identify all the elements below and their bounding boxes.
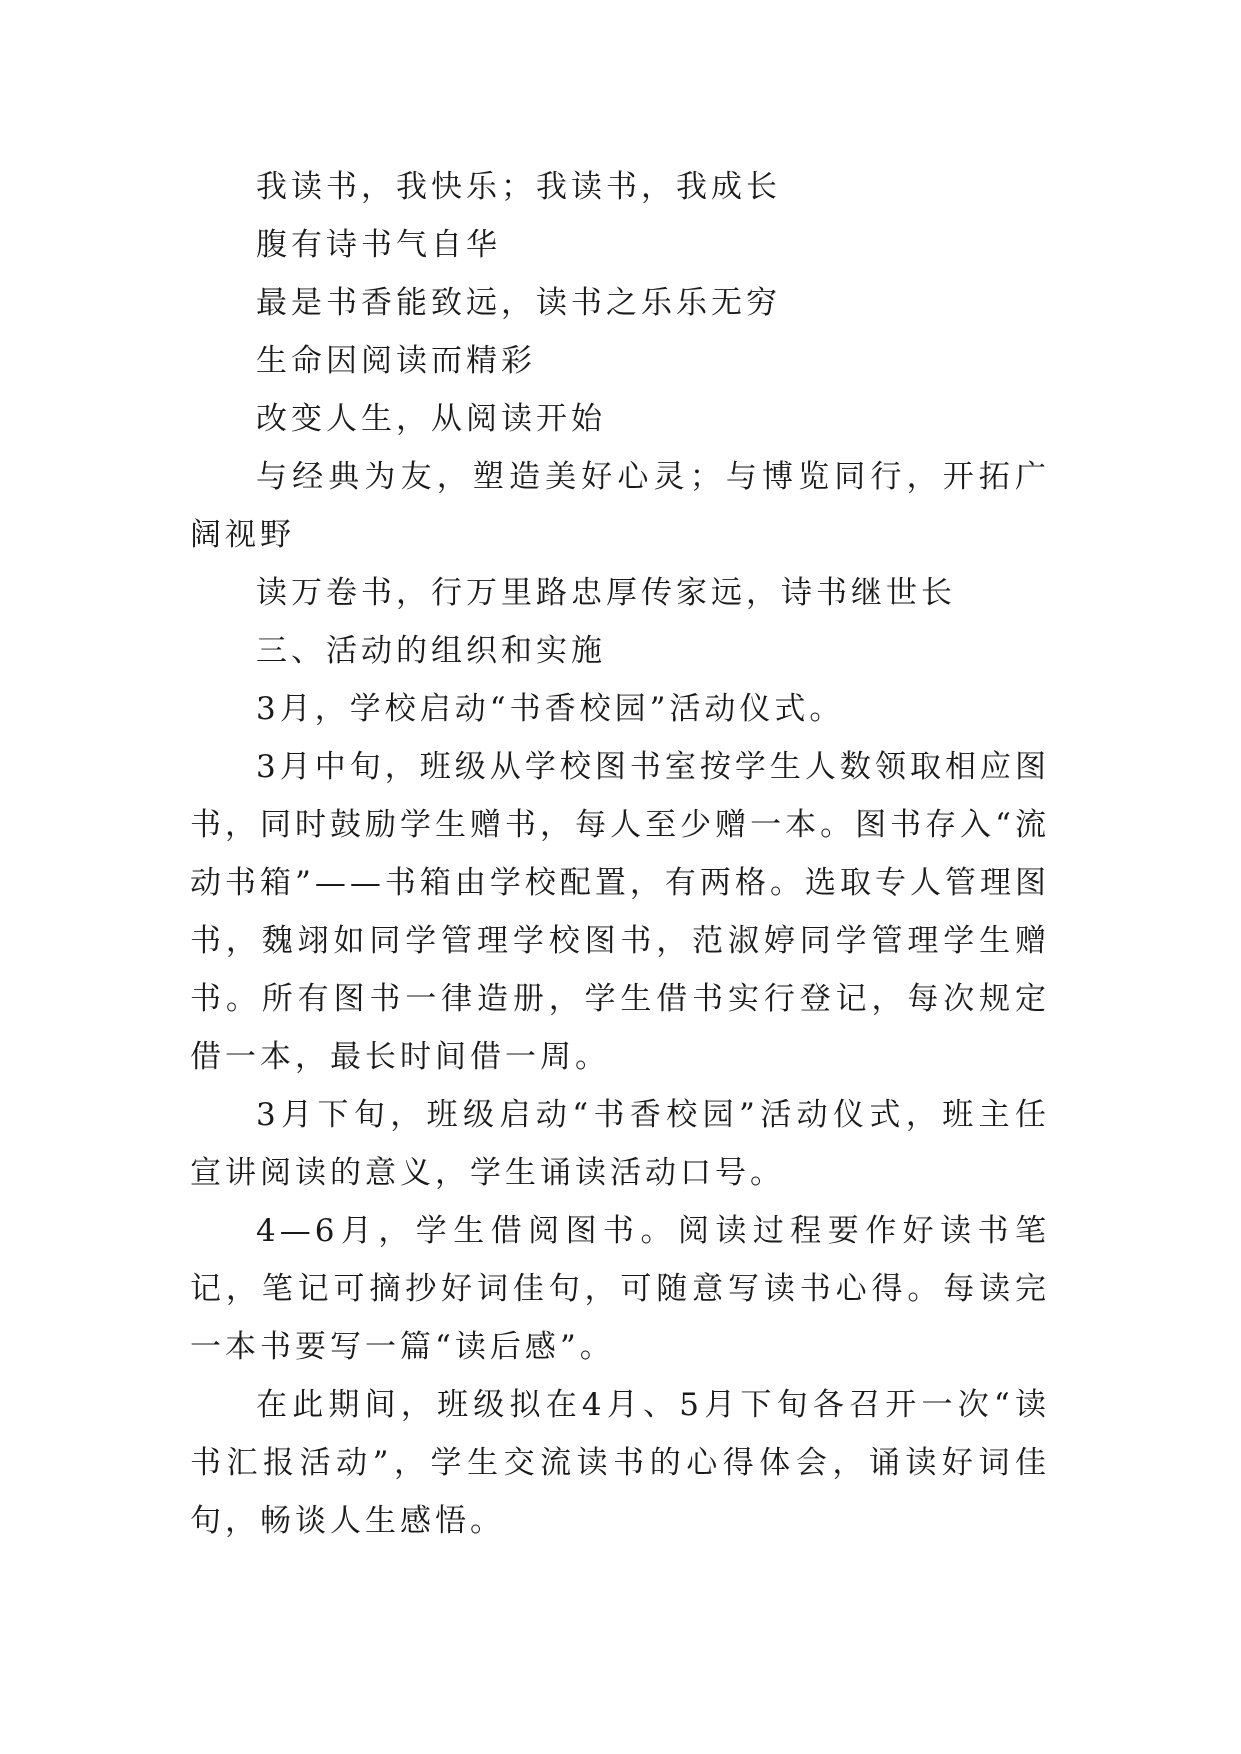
- slogan-2: 腹有诗书气自华: [256, 227, 501, 263]
- paragraph-late-march: 3月下旬，班级启动“书香校园”活动仪式，班主任宣讲阅读的意义，学生诵读活动口号。: [190, 1097, 1050, 1191]
- slogan-3: 最是书香能致远，读书之乐乐无穷: [256, 285, 781, 321]
- slogan-1: 我读书，我快乐；我读书，我成长: [256, 169, 781, 205]
- paragraph-april-june: 4—6月，学生借阅图书。阅读过程要作好读书笔记，笔记可摘抄好词佳句，可随意写读书心得。每读完一本书要写一篇“读后感”。: [190, 1213, 1050, 1365]
- section-heading: 三、活动的组织和实施: [256, 633, 606, 669]
- paragraph-report-activity: 在此期间，班级拟在4月、5月下旬各召开一次“读书汇报活动”，学生交流读书的心得体会，诵读好词佳句，畅谈人生感悟。: [190, 1387, 1050, 1539]
- slogan-5: 改变人生，从阅读开始: [256, 401, 606, 437]
- paragraph-march: 3月，学校启动“书香校园”活动仪式。: [256, 691, 845, 727]
- slogan-6: 与经典为友，塑造美好心灵；与博览同行，开拓广阔视野: [190, 459, 1050, 553]
- paragraph-mid-march: 3月中旬，班级从学校图书室按学生人数领取相应图书，同时鼓励学生赠书，每人至少赠一本。图书存入“流动书箱”——书箱由学校配置，有两格。选取专人管理图书，魏翊如同学管理学校图书，范淑婷同学管理学生赠书。所有图书一律造册，学生借书实行登记，每次规定借一本，最长时间借一周。: [190, 749, 1050, 1075]
- slogan-7: 读万卷书，行万里路忠厚传家远，诗书继世长: [256, 575, 956, 611]
- slogan-4: 生命因阅读而精彩: [256, 343, 536, 379]
- document-body: [190, 158, 1050, 1550]
